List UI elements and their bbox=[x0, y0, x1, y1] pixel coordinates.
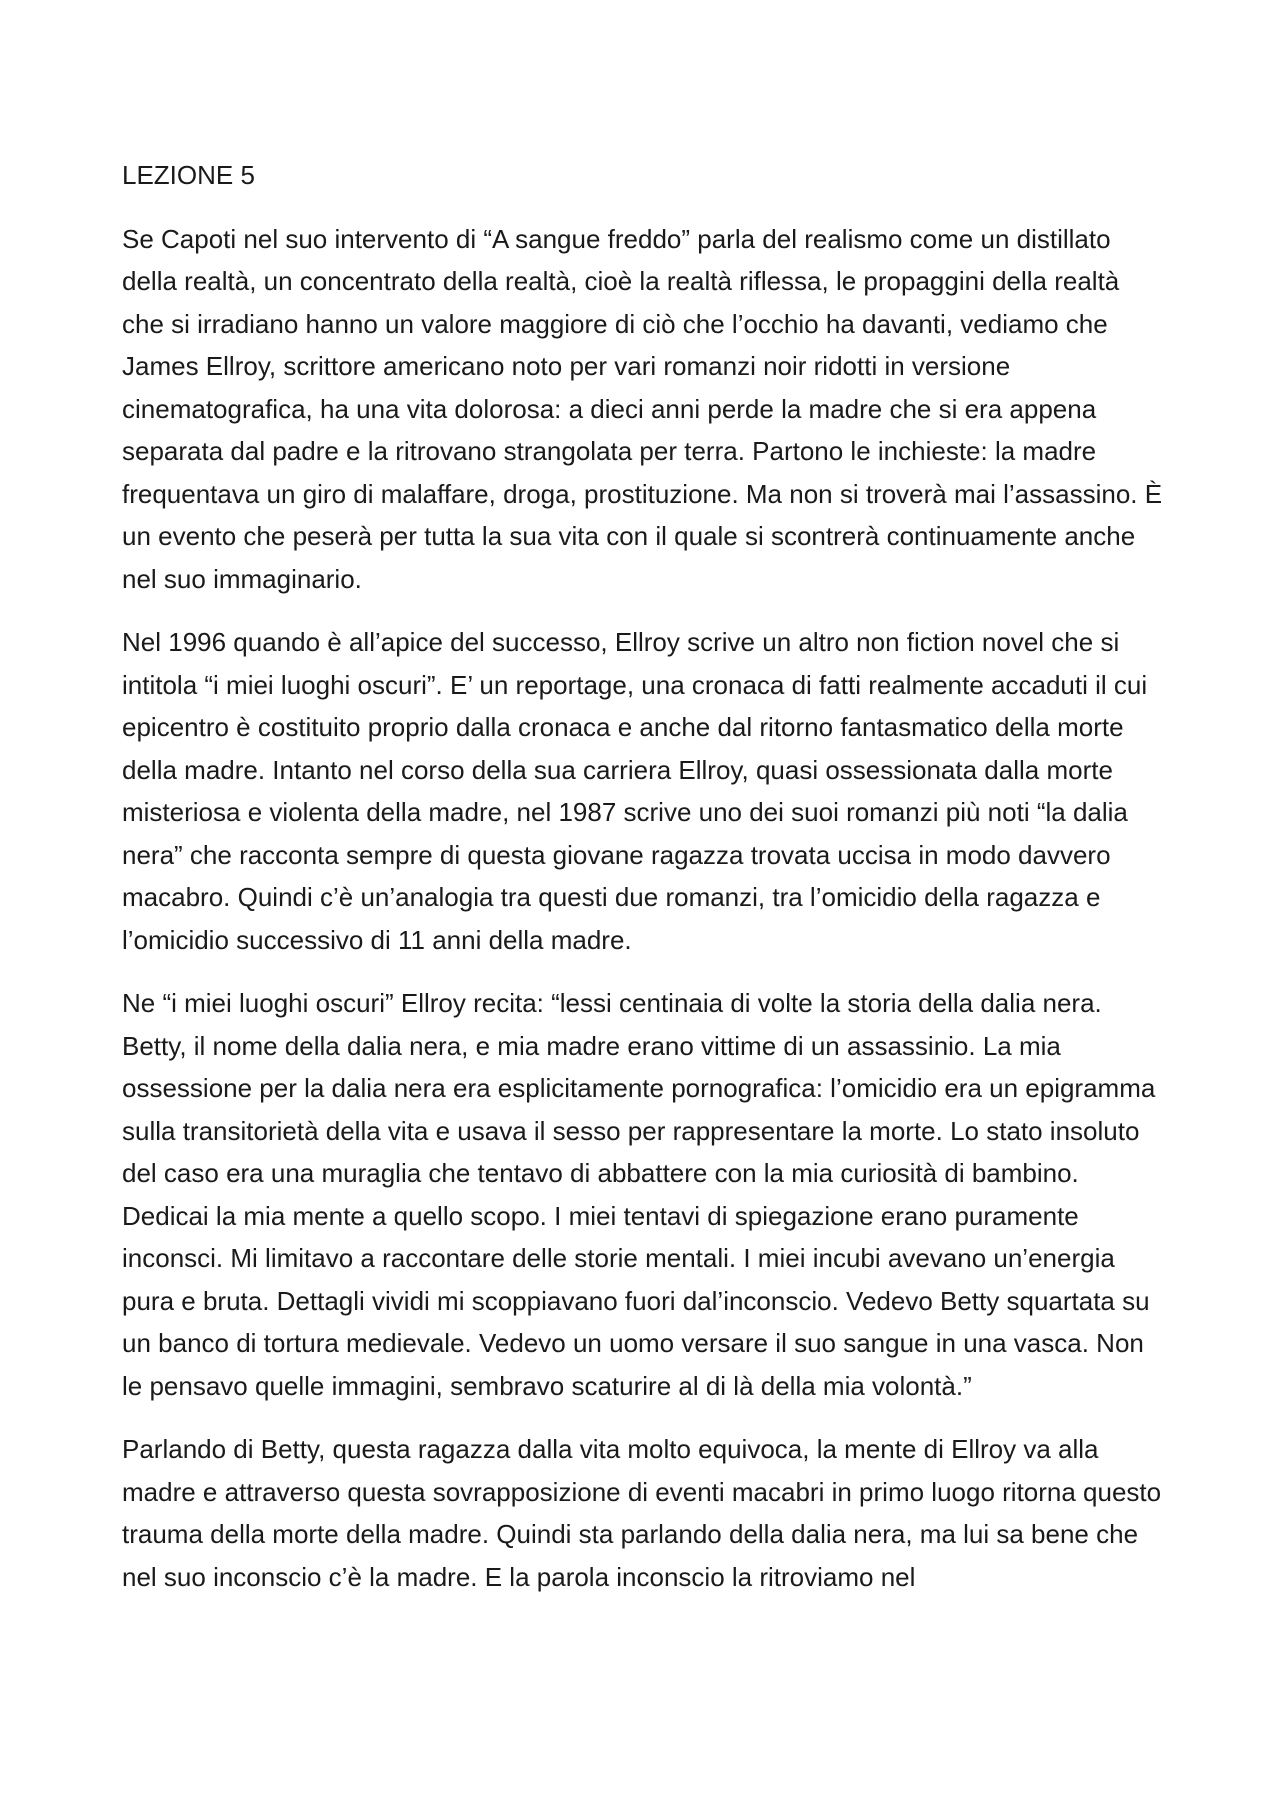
paragraph-2: Nel 1996 quando è all’apice del successo, Ellroy scrive un altro non fiction novel che si intitola “i miei luoghi oscuri”. E’ un reportage, una cronaca di fatti realmente accaduti il cui epicentro è costituito proprio dalla cronaca e anche dal ritorno fantasmatico della morte della madre. Intanto nel corso della sua carriera Ellroy, quasi ossessionata dalla morte misteriosa e violenta della madre, nel 1987 scrive uno dei suoi romanzi più noti “la dalia nera” che racconta sempre di questa giovane ragazza trovata uccisa in modo davvero macabro. Quindi c’è un’analogia tra questi due romanzi, tra l’omicidio della ragazza e l’omicidio successivo di 11 anni della madre. bbox=[122, 627, 1148, 955]
document-body bbox=[122, 154, 1167, 1619]
paragraph-4: Parlando di Betty, questa ragazza dalla vita molto equivoca, la mente di Ellroy va alla madre e attraverso questa sovrapposizione di eventi macabri in primo luogo ritorna questo trauma della morte della madre. Quindi sta parlando della dalia nera, ma lui sa bene che nel suo inconscio c’è la madre. E la parola inconscio la ritroviamo nel bbox=[122, 1434, 1162, 1592]
paragraph-1: Se Capoti nel suo intervento di “A sangue freddo” parla del realismo come un distillato della realtà, un concentrato della realtà, cioè la realtà riflessa, le propaggini della realtà che si irradiano hanno un valore maggiore di ciò che l’occhio ha davanti, vediamo che James Ellroy, scrittore americano noto per vari romanzi noir ridotti in versione cinematografica, ha una vita dolorosa: a dieci anni perde la madre che si era appena separata dal padre e la ritrovano strangolata per terra. Partono le inchieste: la madre frequentava un giro di malaffare, droga, prostituzione. Ma non si troverà mai l’assassino. È un evento che peserà per tutta la sua vita con il quale si scontrerà continuamente anche nel suo immaginario. bbox=[122, 223, 1163, 594]
page-title: LEZIONE 5 bbox=[122, 160, 255, 190]
paragraph-3: Ne “i miei luoghi oscuri” Ellroy recita: “lessi centinaia di volte la storia della dalia nera. Betty, il nome della dalia nera, e mia madre erano vittime di un assassinio. La mia ossessione per la dalia nera era esplicitamente pornografica: l’omicidio era un epigramma sulla transitorietà della vita e usava il sesso per rappresentare la morte. Lo stato insoluto del caso era una muraglia che tentavo di abbattere con la mia curiosità di bambino. Dedicai la mia mente a quello scopo. I miei tentavi di spiegazione erano puramente inconsci. Mi limitavo a raccontare delle storie mentali. I miei incubi avevano un’energia pura e bruta. Dettagli vividi mi scoppiavano fuori dal’inconscio. Vedevo Betty squartata su un banco di tortura medievale. Vedevo un uomo versare il suo sangue in una vasca. Non le pensavo quelle immagini, sembravo scaturire al di là della mia volontà.” bbox=[122, 988, 1156, 1401]
